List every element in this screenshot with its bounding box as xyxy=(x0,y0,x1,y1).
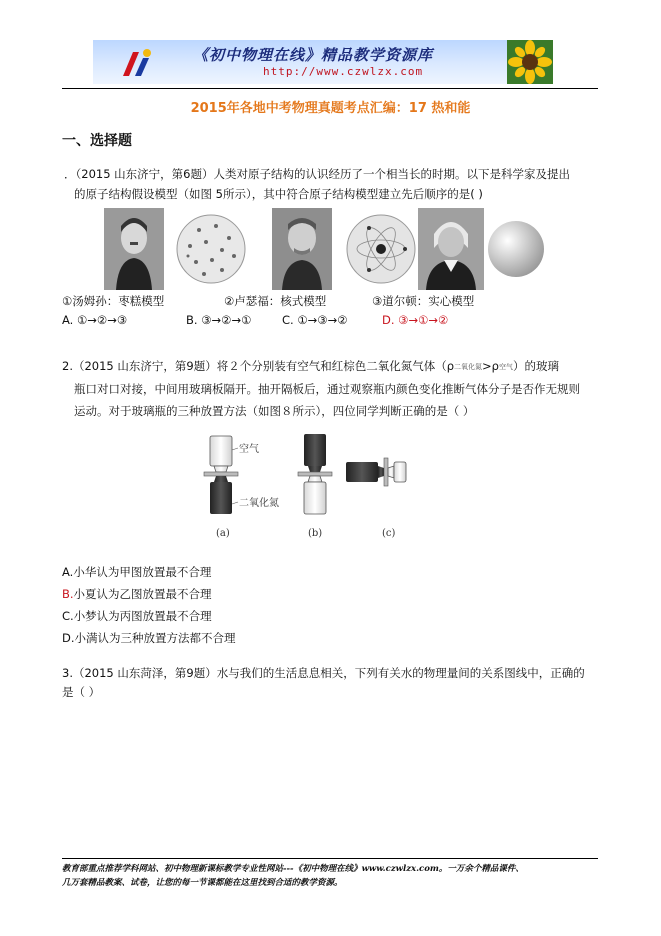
question-1-options xyxy=(62,313,622,329)
header-banner xyxy=(93,40,553,84)
choice-a-letter: A. xyxy=(62,565,74,579)
label-thomson: ①汤姆孙：枣糕模型 xyxy=(62,294,165,308)
gas-bottles-figure xyxy=(196,432,408,542)
option-d[interactable]: D. ③→①→② xyxy=(382,313,449,327)
choice-c-text: 小梦认为丙图放置最不合理 xyxy=(73,609,212,623)
choice-d-letter: D. xyxy=(62,631,75,645)
question-1-line-1: ．（2015 山东济宁，第6题）人类对原子结构的认识经历了一个相当长的时期。以下是科学家及提出 xyxy=(64,167,570,181)
q2-greater-than: >ρ xyxy=(482,359,499,373)
q2-line1-end: ）的玻璃 xyxy=(512,359,559,373)
figure-label-no2: 二氧化氮 xyxy=(239,498,279,509)
setup-b xyxy=(298,434,332,514)
option-b[interactable]: B. ③→②→① xyxy=(186,313,252,327)
sunflower-icon xyxy=(507,40,553,84)
question-3-line-2: 是（ ） xyxy=(62,685,101,699)
caption-a: (a) xyxy=(216,528,230,539)
thomson-portrait-icon xyxy=(104,208,164,290)
rho-subscript-air: 空气 xyxy=(498,363,513,371)
choice-c[interactable] xyxy=(62,608,212,624)
choice-d[interactable] xyxy=(62,630,236,646)
choice-c-letter: C. xyxy=(62,609,74,623)
setup-c xyxy=(346,458,406,486)
section-heading: 一、选择题 xyxy=(62,133,132,149)
question-1-line-2: 的原子结构假设模型（如图 5所示），其中符合原子结构模型建立先后顺序的是( ) xyxy=(74,187,483,201)
choice-a-text: 小华认为甲图放置最不合理 xyxy=(73,565,212,579)
label-rutherford: ②卢瑟福：核式模型 xyxy=(224,294,327,308)
option-a[interactable]: A. ①→②→③ xyxy=(62,313,128,327)
banner-title: 《初中物理在线》精品教学资源库 xyxy=(193,46,434,64)
document-title: 2015年各地中考物理真题考点汇编：17 热和能 xyxy=(190,101,471,116)
choice-b[interactable] xyxy=(62,586,212,602)
solid-sphere-model-icon xyxy=(486,212,546,286)
question-2-line-1 xyxy=(62,358,559,374)
option-c[interactable]: C. ①→③→② xyxy=(282,313,348,327)
rutherford-portrait-icon xyxy=(272,208,332,290)
q2-line1-text: 2.（2015 山东济宁，第9题）将２个分别装有空气和红棕色二氧化氮气体（ρ xyxy=(62,359,455,373)
choice-b-text: 小夏认为乙图放置最不合理 xyxy=(73,587,212,601)
setup-a xyxy=(204,436,238,514)
rho-subscript-no2: 二氧化氮 xyxy=(454,363,483,371)
dalton-portrait-icon xyxy=(418,208,484,290)
figure-label-air: 空气 xyxy=(239,444,259,455)
choice-a[interactable] xyxy=(62,564,211,580)
choice-d-text: 小满认为三种放置方法都不合理 xyxy=(74,631,236,645)
nuclear-model-icon xyxy=(344,212,418,286)
footer-line-1: 教育部重点推荐学科网站、初中物理新课标教学专业性网站---《初中物理在线》www.czwlzx.com。一万余个精品课件、 xyxy=(62,864,524,874)
question-2-line-3: 运动。对于玻璃瓶的三种放置方法（如图８所示），四位同学判断正确的是（ ） xyxy=(74,404,475,418)
caption-c: (c) xyxy=(382,528,396,539)
site-logo-icon xyxy=(119,46,155,80)
question-3-line-1: 3.（2015 山东菏泽，第9题）水与我们的生活息息相关，下列有关水的物理量间的关系图线中，正确的 xyxy=(62,666,585,680)
question-2-line-2: 瓶口对口对接，中间用玻璃板隔开。抽开隔板后，通过观察瓶内颜色变化推断气体分子是否作无规则 xyxy=(74,382,580,396)
header-rule xyxy=(62,88,598,89)
banner-url[interactable]: http://www.czwlzx.com xyxy=(263,65,424,78)
label-dalton: ③道尔顿：实心模型 xyxy=(372,294,475,308)
caption-b: (b) xyxy=(308,528,323,539)
choice-b-letter: B. xyxy=(62,587,74,601)
footer-rule xyxy=(62,858,598,859)
atomic-models-figure xyxy=(100,208,546,290)
plum-pudding-model-icon xyxy=(174,212,248,286)
footer-line-2: 几万套精品教案、试卷，让您的每一节课都能在这里找到合适的教学资源。 xyxy=(62,878,343,888)
model-labels xyxy=(62,293,622,309)
